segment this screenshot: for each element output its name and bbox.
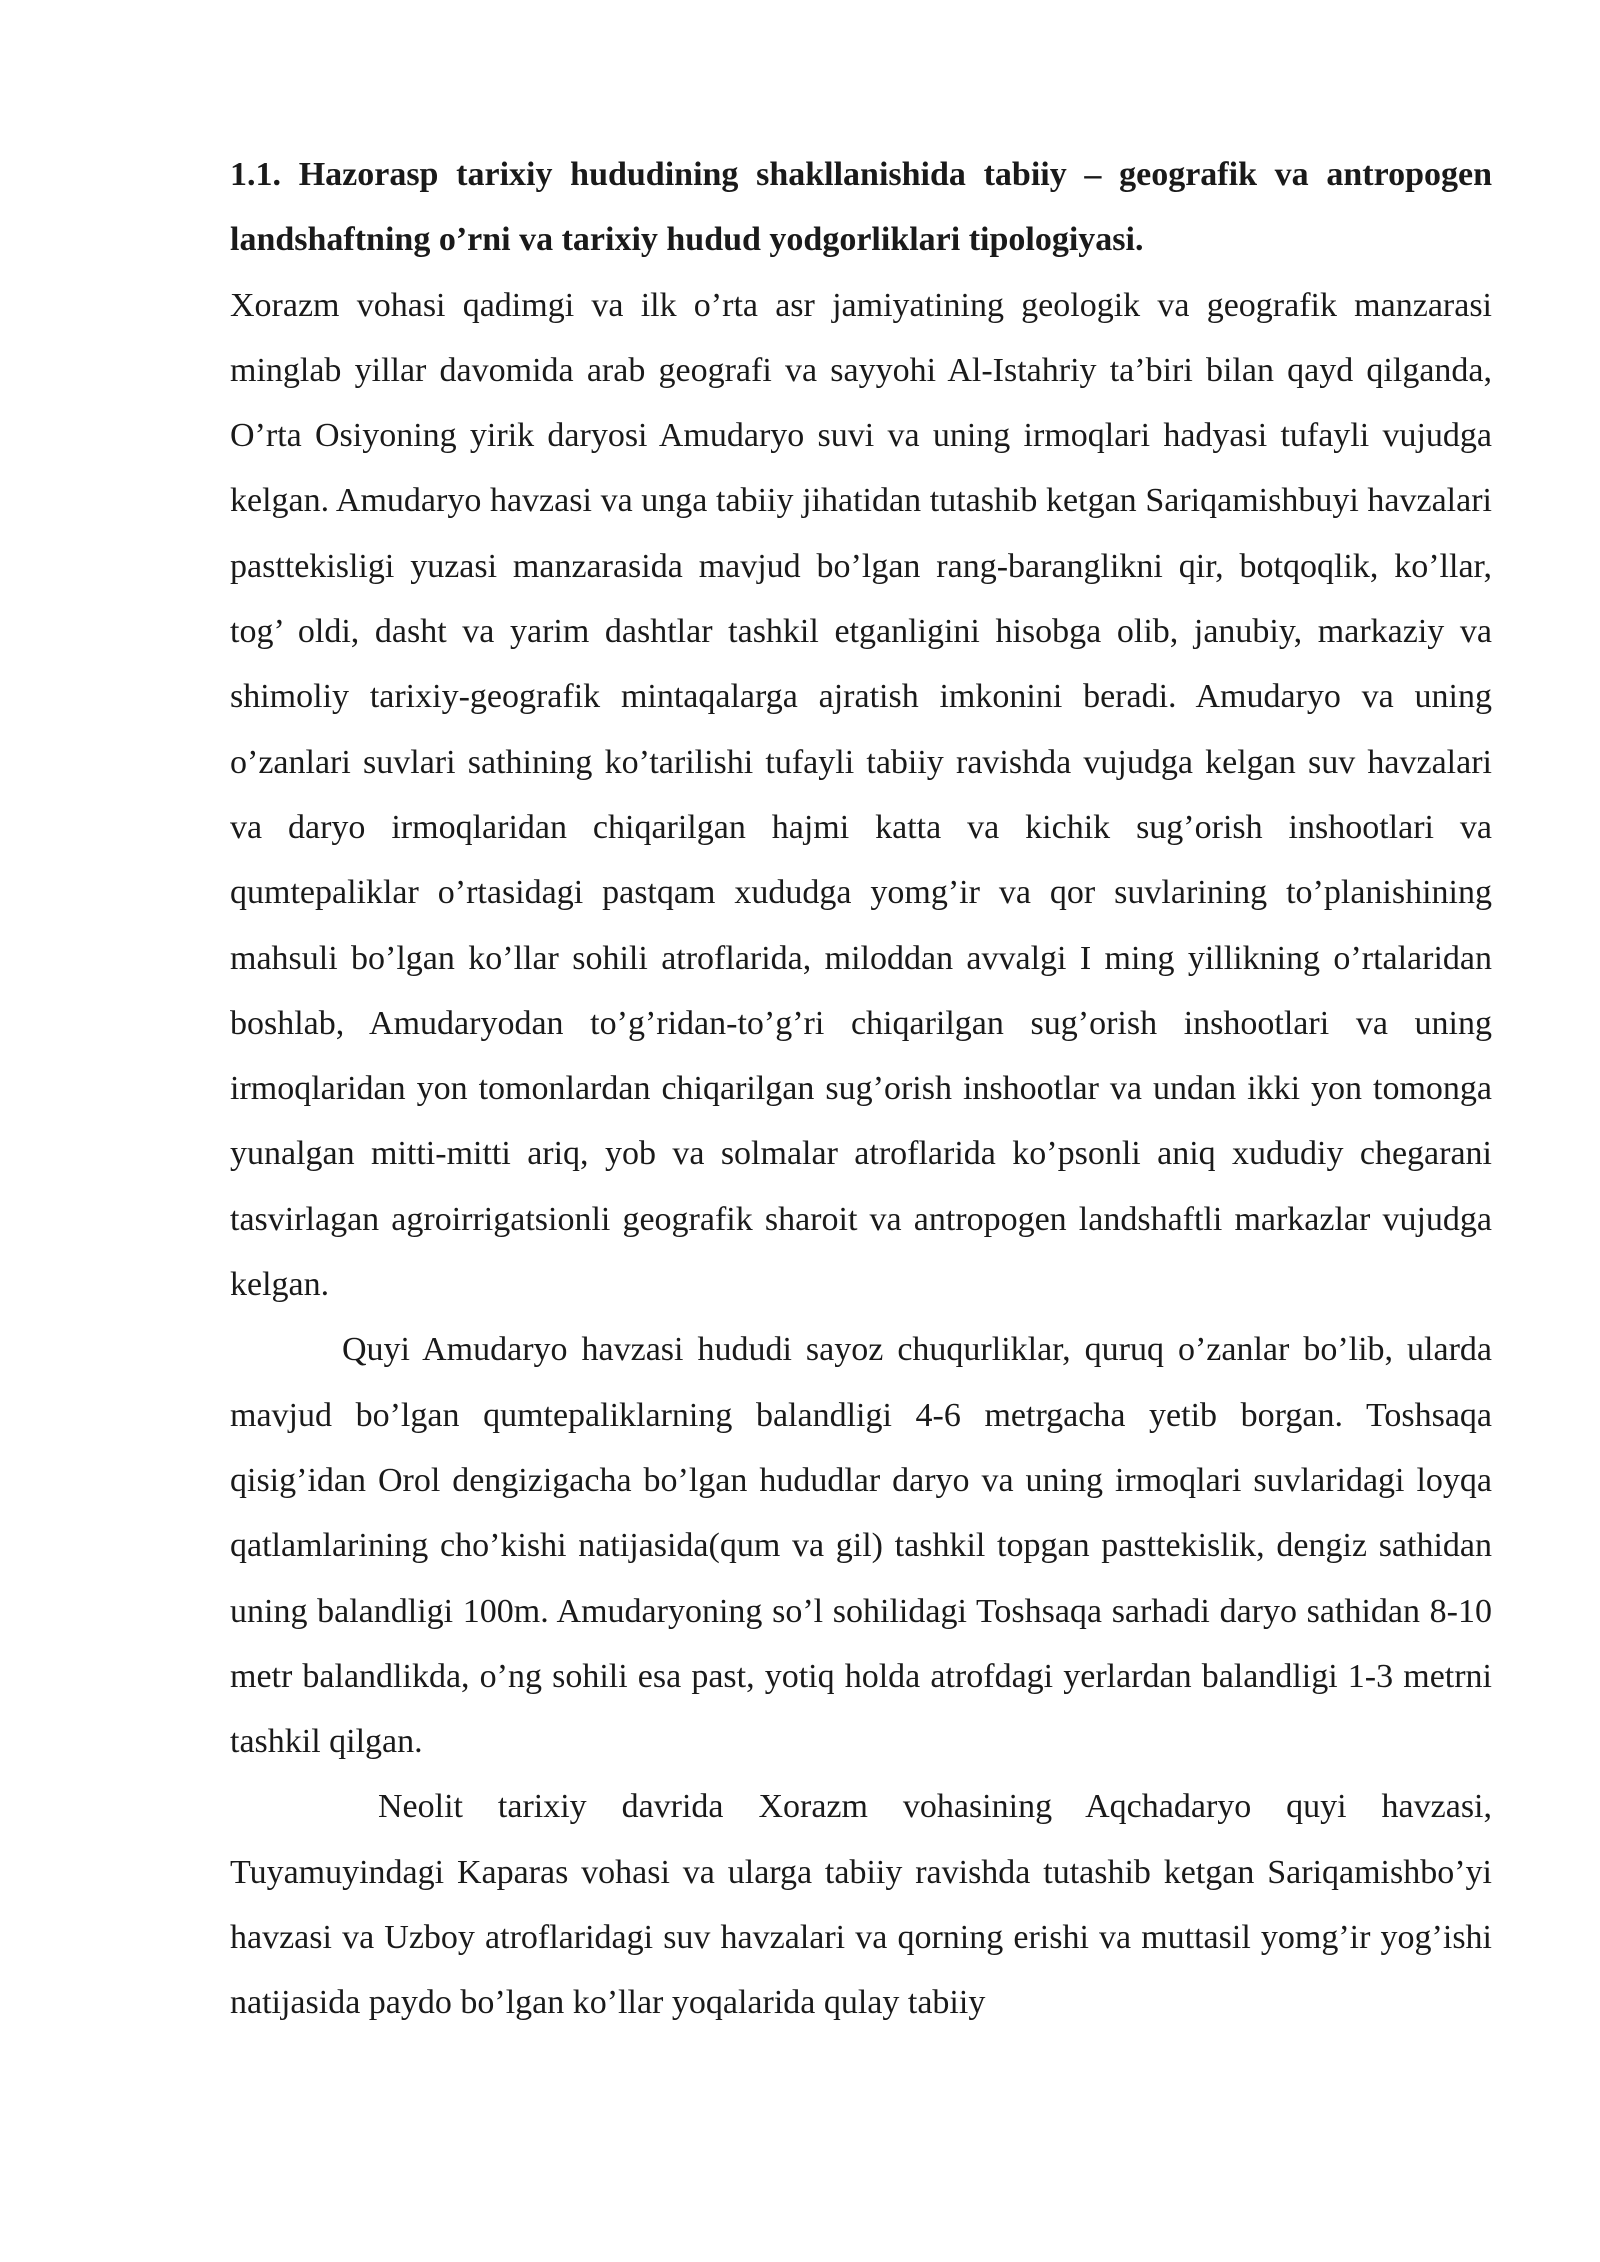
document-page [230,142,1492,2036]
paragraph-neolithic: Neolit tarixiy davrida Xorazm vohasining Aqchadaryo quyi havzasi, Tuyamuyindagi Kaparas vohasi va ularga tabiiy ravishda tutashib ketgan Sariqamishbo’yi havzasi va Uzboy atroflaridagi suv havzalari va qorning erishi va muttasil yomg’ir yog’ishi natijasida paydo bo’lgan ko’llar yoqalarida qulay tabiiy [230,1788,1492,2022]
section-heading: 1.1. Hazorasp tarixiy hududining shakllanishida tabiiy – geografik va antropogen landshaftning o’rni va tarixiy hudud yodgorliklari tipologiyasi. [230,156,1492,259]
paragraph-geography: Xorazm vohasi qadimgi va ilk o’rta asr jamiyatining geologik va geografik manzarasi minglab yillar davomida arab geografi va sayyohi Al-Istahriy ta’biri bilan qayd qilganda, O’rta Osiyoning yirik daryosi Amudaryo suvi va uning irmoqlari hadyasi tufayli vujudga kelgan. Amudaryo havzasi va unga tabiiy jihatidan tutashib ketgan Sariqamishbuyi havzalari pasttekisligi yuzasi manzarasida mavjud bo’lgan rang-baranglikni qir, botqoqlik, ko’llar, tog’ oldi, dasht va yarim dashtlar tashkil etganligini hisobga olib, janubiy, markaziy va shimoliy tarixiy-geografik mintaqalarga ajratish imkonini beradi. Amudaryo va uning o’zanlari suvlari sathining ko’tarilishi tufayli tabiiy ravishda vujudga kelgan suv havzalari va daryo irmoqlaridan chiqarilgan hajmi katta va kichik sug’orish inshootlari va qumtepaliklar o’rtasidagi pastqam xududga yomg’ir va qor suvlarining to’planishining mahsuli bo’lgan ko’llar sohili atroflarida, miloddan avvalgi I ming yillikning o’rtalaridan boshlab, Amudaryodan to’g’ridan-to’g’ri chiqarilgan sug’orish inshootlari va uning irmoqlaridan yon tomonlardan chiqarilgan sug’orish inshootlar va undan ikki yon tomonga yunalgan mitti-mitti ariq, yob va solmalar atroflarida ko’psonli aniq xududiy chegarani tasvirlagan agroirrigatsionli geografik sharoit va antropogen landshaftli markazlar vujudga kelgan. [230,286,1492,1304]
paragraph-lower-amudarya: Quyi Amudaryo havzasi hududi sayoz chuqurliklar, quruq o’zanlar bo’lib, ularda mavjud bo’lgan qumtepaliklarning balandligi 4-6 metrgacha yetib borgan. Toshsaqa qisig’idan Orol dengizigacha bo’lgan hududlar daryo va uning irmoqlari suvlaridagi loyqa qatlamlarining cho’kishi natijasida(qum va gil) tashkil topgan pasttekislik, dengiz sathidan uning balandligi 100m. Amudaryoning so’l sohilidagi Toshsaqa sarhadi daryo sathidan 8-10 metr balandlikda, o’ng sohili esa past, yotiq holda atrofdagi yerlardan balandligi 1-3 metrni tashkil qilgan. [230,1331,1492,1761]
